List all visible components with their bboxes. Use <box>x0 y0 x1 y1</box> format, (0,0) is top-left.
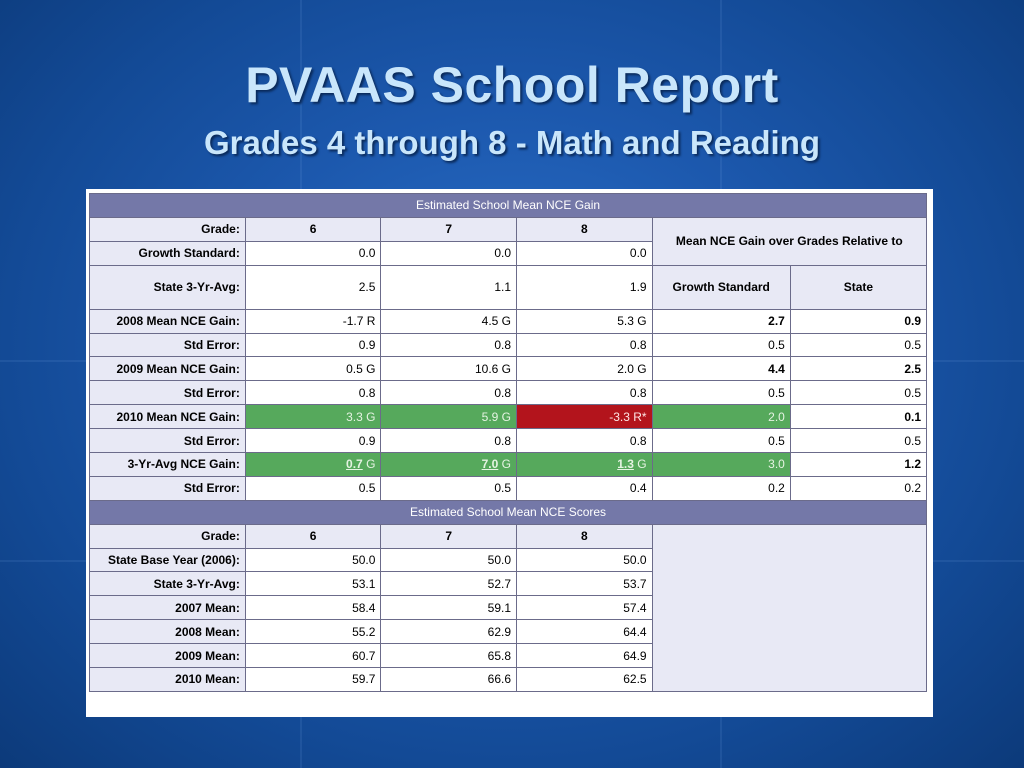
cell: 64.9 <box>517 644 653 668</box>
cell-state: 0.5 <box>790 381 926 405</box>
cell: 5.3 G <box>517 309 653 333</box>
cell <box>245 453 381 477</box>
grade-col-header: 8 <box>517 217 653 241</box>
scores-header-row <box>90 500 927 524</box>
row-label: Std Error: <box>90 333 246 357</box>
gain-row-3yr-avg <box>90 453 927 477</box>
cell: -3.3 R* <box>517 405 653 429</box>
blank-area <box>652 524 926 691</box>
row-label: 2008 Mean: <box>90 620 246 644</box>
cell: 0.9 <box>245 333 381 357</box>
row-label: State 3-Yr-Avg: <box>90 265 246 309</box>
row-label: State 3-Yr-Avg: <box>90 572 246 596</box>
grade-col-header: 7 <box>381 524 517 548</box>
cell: 0.8 <box>381 429 517 453</box>
grade-label: Grade: <box>90 524 246 548</box>
report-frame <box>86 189 933 717</box>
cell: 57.4 <box>517 596 653 620</box>
gain-link[interactable]: 7.0 <box>481 457 499 472</box>
cell: 50.0 <box>245 548 381 572</box>
gain-row-2009 <box>90 357 927 381</box>
cell: 0.9 <box>245 429 381 453</box>
cell: 66.6 <box>381 668 517 692</box>
scores-section-header: Estimated School Mean NCE Scores <box>90 500 927 524</box>
std-error-row <box>90 476 927 500</box>
row-label: State Base Year (2006): <box>90 548 246 572</box>
cell: 0.5 G <box>245 357 381 381</box>
cell-growth: 0.2 <box>652 476 790 500</box>
cell: 55.2 <box>245 620 381 644</box>
std-error-row <box>90 333 927 357</box>
cell: 0.8 <box>381 381 517 405</box>
cell: 0.8 <box>245 381 381 405</box>
cell: 0.4 <box>517 476 653 500</box>
cell: 50.0 <box>517 548 653 572</box>
cell: 59.7 <box>245 668 381 692</box>
cell <box>381 453 517 477</box>
gain-suffix: G <box>501 457 511 472</box>
cell: 2.0 G <box>517 357 653 381</box>
row-label: Std Error: <box>90 476 246 500</box>
cell: 0.8 <box>381 333 517 357</box>
gain-link[interactable]: 0.7 <box>346 457 363 472</box>
scores-grade-row <box>90 524 927 548</box>
slide-title: PVAAS School Report <box>245 57 779 113</box>
grade-label: Grade: <box>90 217 246 241</box>
cell: 10.6 G <box>381 357 517 381</box>
cell-growth: 4.4 <box>652 357 790 381</box>
cell: 2.5 <box>245 265 381 309</box>
cell: 0.0 <box>381 241 517 265</box>
grade-col-header: 7 <box>381 217 517 241</box>
cell-growth: 0.5 <box>652 333 790 357</box>
cell: 0.8 <box>517 381 653 405</box>
gain-header-row <box>90 194 927 218</box>
cell: 0.0 <box>517 241 653 265</box>
grade-col-header: 6 <box>245 217 381 241</box>
gain-row-2010 <box>90 405 927 429</box>
cell: 50.0 <box>381 548 517 572</box>
grade-col-header: 8 <box>517 524 653 548</box>
row-label: 2009 Mean NCE Gain: <box>90 357 246 381</box>
cell: 0.5 <box>245 476 381 500</box>
row-label: 2007 Mean: <box>90 596 246 620</box>
row-label: Growth Standard: <box>90 241 246 265</box>
cell-growth: 2.0 <box>652 405 790 429</box>
cell-state: 0.2 <box>790 476 926 500</box>
cell-state: 0.9 <box>790 309 926 333</box>
cell: 62.9 <box>381 620 517 644</box>
row-label: 3-Yr-Avg NCE Gain: <box>90 453 246 477</box>
row-label: Std Error: <box>90 429 246 453</box>
cell: 1.9 <box>517 265 653 309</box>
cell-state: 2.5 <box>790 357 926 381</box>
side-col-state: State <box>790 265 926 309</box>
cell: 64.4 <box>517 620 653 644</box>
std-error-row <box>90 381 927 405</box>
grade-col-header: 6 <box>245 524 381 548</box>
cell: 52.7 <box>381 572 517 596</box>
state-avg-row <box>90 265 927 309</box>
cell: 53.7 <box>517 572 653 596</box>
cell-growth: 0.5 <box>652 429 790 453</box>
row-label: 2010 Mean NCE Gain: <box>90 405 246 429</box>
cell: 5.9 G <box>381 405 517 429</box>
cell-growth: 0.5 <box>652 381 790 405</box>
row-label: Std Error: <box>90 381 246 405</box>
row-label: 2010 Mean: <box>90 668 246 692</box>
cell: 58.4 <box>245 596 381 620</box>
cell: 0.0 <box>245 241 381 265</box>
cell: 0.8 <box>517 429 653 453</box>
cell: -1.7 R <box>245 309 381 333</box>
cell: 4.5 G <box>381 309 517 333</box>
gain-section-header: Estimated School Mean NCE Gain <box>90 194 927 218</box>
cell-state: 0.5 <box>790 333 926 357</box>
slide-subtitle: Grades 4 through 8 - Math and Reading <box>203 124 821 161</box>
side-col-growth: Growth Standard <box>652 265 790 309</box>
gain-suffix: G <box>637 457 647 472</box>
gain-suffix: G <box>366 457 376 472</box>
cell-growth: 2.7 <box>652 309 790 333</box>
cell: 62.5 <box>517 668 653 692</box>
cell-state: 0.5 <box>790 429 926 453</box>
side-header: Mean NCE Gain over Grades Relative to <box>652 217 926 265</box>
cell: 1.1 <box>381 265 517 309</box>
row-label: 2009 Mean: <box>90 644 246 668</box>
cell: 0.5 <box>381 476 517 500</box>
cell: 59.1 <box>381 596 517 620</box>
cell-state: 1.2 <box>790 453 926 477</box>
cell <box>517 453 653 477</box>
cell: 53.1 <box>245 572 381 596</box>
row-label: 2008 Mean NCE Gain: <box>90 309 246 333</box>
cell: 60.7 <box>245 644 381 668</box>
cell: 0.8 <box>517 333 653 357</box>
cell: 65.8 <box>381 644 517 668</box>
cell-state: 0.1 <box>790 405 926 429</box>
std-error-row <box>90 429 927 453</box>
cell-growth: 3.0 <box>652 453 790 477</box>
gain-link[interactable]: 1.3 <box>617 457 634 472</box>
gain-grade-row <box>90 217 927 241</box>
cell: 3.3 G <box>245 405 381 429</box>
report-table <box>89 193 927 692</box>
gain-row-2008 <box>90 309 927 333</box>
